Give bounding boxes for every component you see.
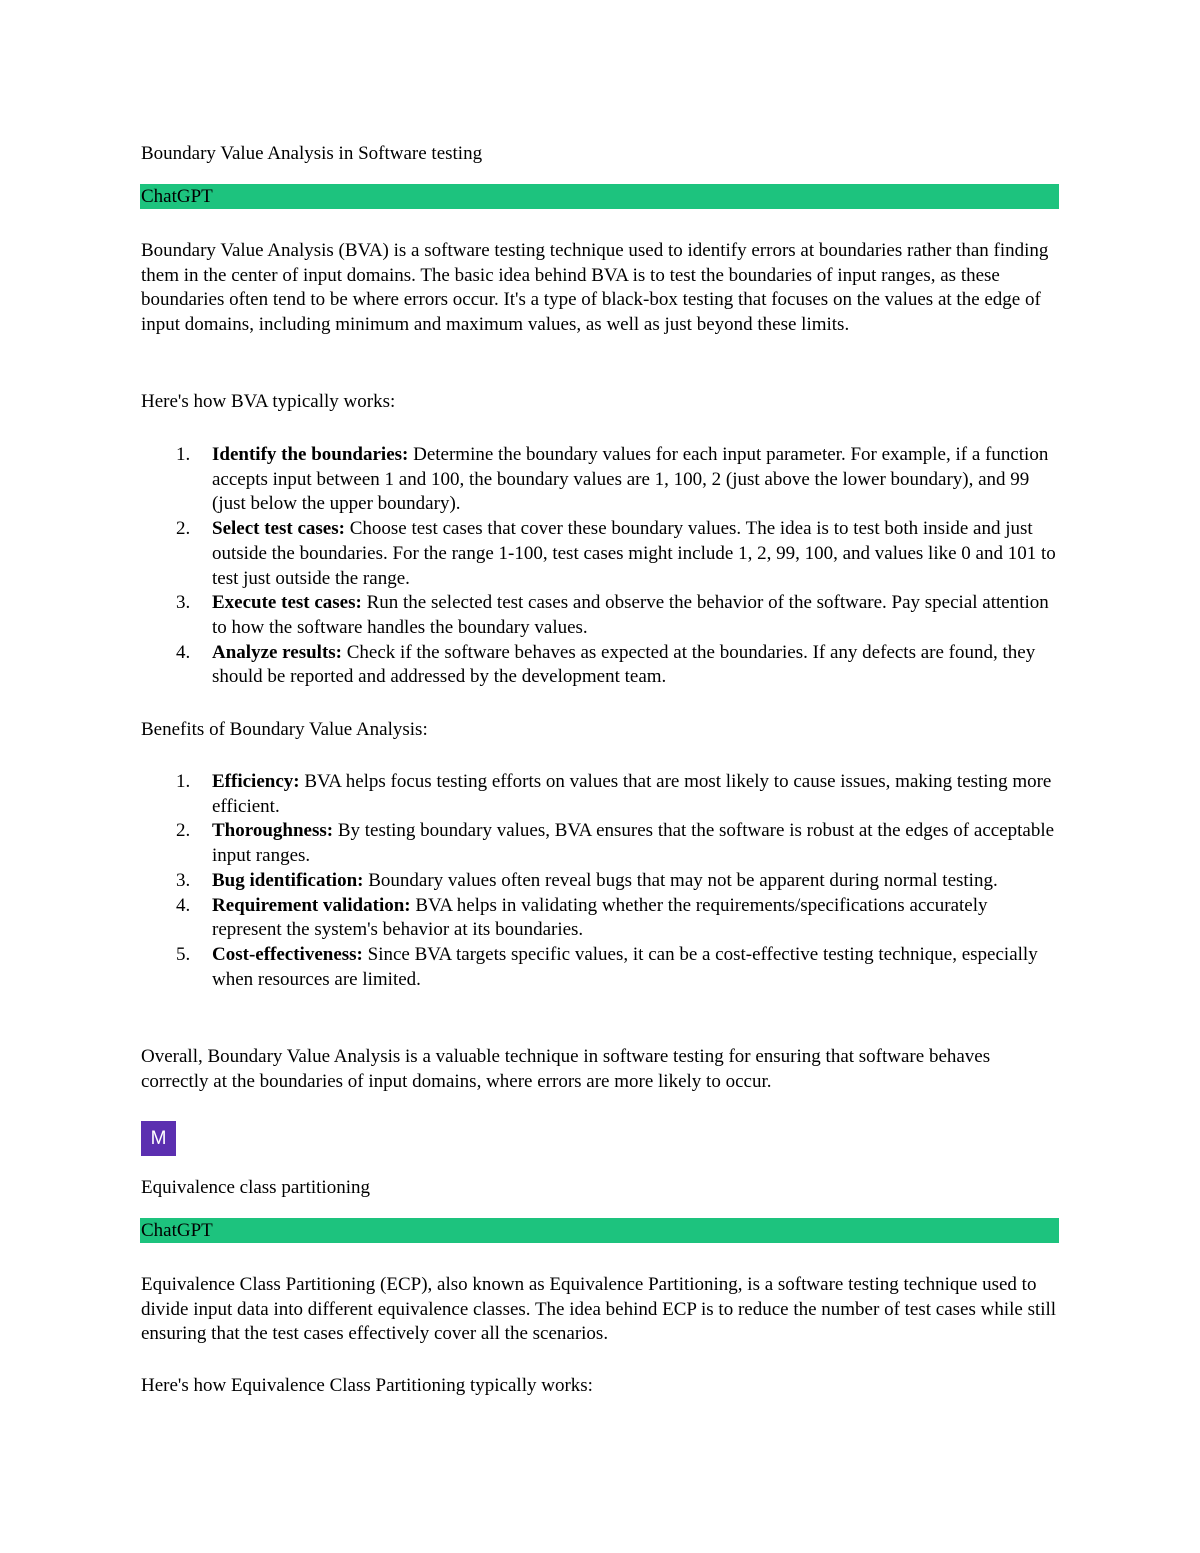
list-item-text: Since BVA targets specific values, it can be a cost-effective testing technique, especially when resources are limited. <box>212 943 1038 990</box>
list-item-text: Check if the software behaves as expected at the boundaries. If any defects are found, they should be reported and addressed by the development team. <box>212 641 1036 688</box>
list-item: 1. Efficiency: BVA helps focus testing efforts on values that are most likely to cause issues, making testing more efficient. <box>176 771 1052 817</box>
list-item-text: Run the selected test cases and observe the behavior of the software. Pay special attention to how the software handles the boundary values. <box>212 592 1049 638</box>
list-item-text: BVA helps focus testing efforts on values that are most likely to cause issues, making testing more efficient. <box>212 771 1052 817</box>
bva-steps-list <box>141 443 1059 690</box>
list-item-term: Analyze results: <box>212 641 342 663</box>
list-item-term: Select test cases: <box>212 518 345 540</box>
user-prompt-ecp: Equivalence class partitioning <box>141 1177 370 1198</box>
list-item: 5. Cost-effectiveness: Since BVA targets specific values, it can be a cost-effective testing technique, especially when resources are limited. <box>176 943 1038 990</box>
bva-how-heading: Here's how BVA typically works: <box>141 391 396 412</box>
chatgpt-label-bar: ChatGPT <box>140 184 1059 209</box>
list-item: 3. Bug identification: Boundary values often reveal bugs that may not be apparent during normal testing. <box>176 869 998 891</box>
list-item-text: BVA helps in validating whether the requirements/specifications accurately represent the system's behavior at its boundaries. <box>212 894 988 941</box>
list-item-term: Cost-effectiveness: <box>212 943 363 965</box>
list-item: 3. Execute test cases: Run the selected test cases and observe the behavior of the software. Pay special attention to how the software handles the boundary values. <box>176 592 1049 638</box>
list-item-term: Bug identification: <box>212 869 364 891</box>
list-item-text: Choose test cases that cover these boundary values. The idea is to test both inside and just outside the boundaries. For the range 1-100, test cases might include 1, 2, 99, 100, and values like 0 and 101 to test just outside the range. <box>212 518 1056 589</box>
bva-conclusion-paragraph: Overall, Boundary Value Analysis is a valuable technique in software testing for ensuring that software behaves correctly at the boundaries of input domains, where errors are more likely to occur. <box>141 1046 991 1092</box>
list-item-term: Identify the boundaries: <box>212 444 409 465</box>
list-item-term: Requirement validation: <box>212 894 411 916</box>
list-item-text: Boundary values often reveal bugs that may not be apparent during normal testing. <box>363 869 998 891</box>
ecp-intro-paragraph: Equivalence Class Partitioning (ECP), also known as Equivalence Partitioning, is a software testing technique used to divide input data into different equivalence classes. The idea behind ECP is to reduce the number of test cases while still ensuring that the test cases effectively cover all the scenarios. <box>141 1274 1057 1345</box>
list-item-text: Determine the boundary values for each input parameter. For example, if a function accepts input between 1 and 100, the boundary values are 1, 100, 2 (just above the lower boundary), and 99 (just below the upper boundary). <box>212 444 1049 515</box>
bva-intro-paragraph: Boundary Value Analysis (BVA) is a software testing technique used to identify errors at boundaries rather than finding them in the center of input domains. The basic idea behind BVA is to test the boundaries of input ranges, as these boundaries often tend to be where errors occur. It's a type of black-box testing that focuses on the values at the edge of input domains, including minimum and maximum values, as well as just beyond these limits. <box>141 240 1049 336</box>
list-item: 1. Identify the boundaries: Determine the boundary values for each input parameter. For example, if a function accepts input between 1 and 100, the boundary values are 1, 100, 2 (just above the lower boundary), and 99 (just below the upper boundary). <box>176 444 1049 515</box>
list-item: 2. Select test cases: Choose test cases that cover these boundary values. The idea is to test both inside and just outside the boundaries. For the range 1-100, test cases might include 1, 2, 99, 100, and values like 0 and 101 to test just outside the range. <box>176 518 1056 589</box>
list-item-text: By testing boundary values, BVA ensures that the software is robust at the edges of acceptable input ranges. <box>212 820 1055 867</box>
list-item: 4. Analyze results: Check if the software behaves as expected at the boundaries. If any defects are found, they should be reported and addressed by the development team. <box>176 641 1036 688</box>
list-item-term: Efficiency: <box>212 771 300 792</box>
list-item-term: Execute test cases: <box>212 592 362 614</box>
list-item: 2. Thoroughness: By testing boundary values, BVA ensures that the software is robust at the edges of acceptable input ranges. <box>176 820 1055 867</box>
user-avatar: M <box>141 1121 176 1156</box>
list-item: 4. Requirement validation: BVA helps in validating whether the requirements/specifications accurately represent the system's behavior at its boundaries. <box>176 894 988 941</box>
user-prompt-bva: Boundary Value Analysis in Software testing <box>141 143 483 164</box>
list-item-term: Thoroughness: <box>212 820 334 842</box>
ecp-how-heading: Here's how Equivalence Class Partitioning typically works: <box>141 1375 593 1396</box>
bva-benefits-list <box>141 770 1059 992</box>
chatgpt-label-bar: ChatGPT <box>140 1218 1059 1243</box>
bva-benefits-heading: Benefits of Boundary Value Analysis: <box>141 719 428 740</box>
